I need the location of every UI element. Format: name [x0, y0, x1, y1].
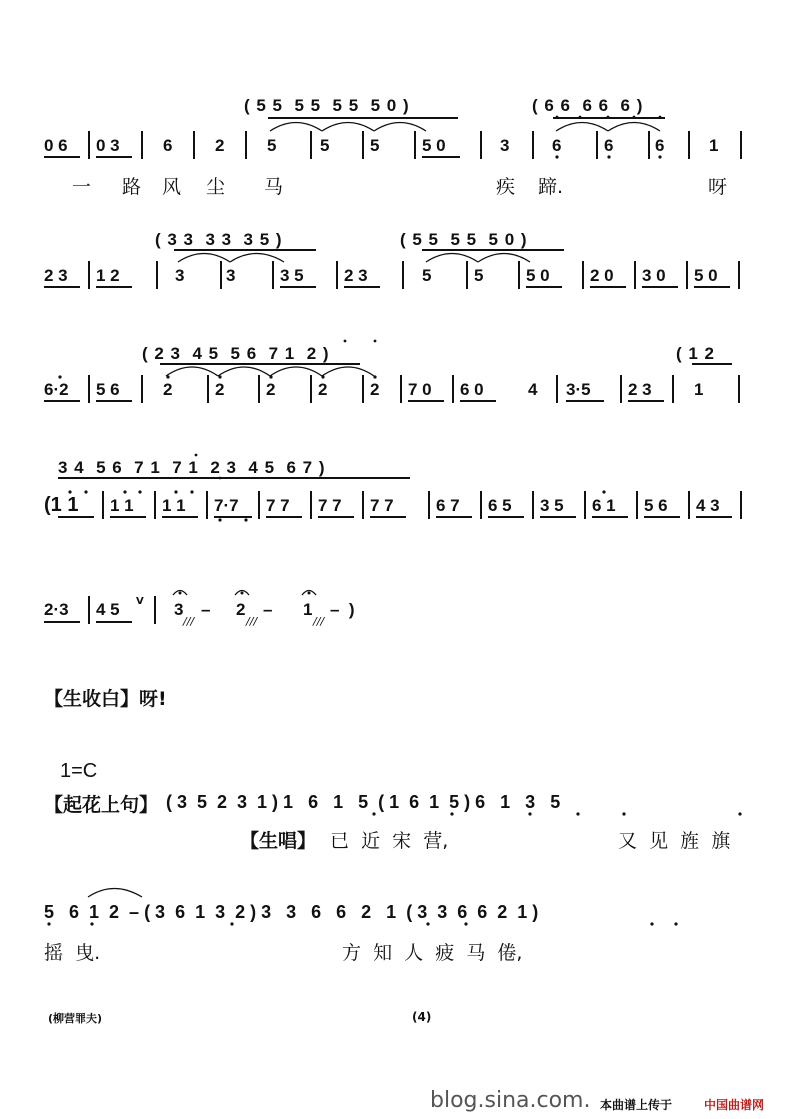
barline	[738, 261, 740, 289]
note: 2	[266, 380, 276, 399]
watermark: blog.sina.com.	[430, 1088, 591, 1113]
note-group: 7·7	[214, 496, 239, 515]
underline	[160, 363, 360, 365]
note-group: 3 0	[642, 266, 666, 285]
note: 5	[370, 136, 380, 155]
underline	[553, 117, 665, 119]
barline	[258, 491, 260, 519]
underline	[280, 286, 316, 288]
underline	[692, 363, 732, 365]
note-group: 6 5	[488, 496, 512, 515]
underline	[488, 516, 524, 518]
underline	[44, 286, 80, 288]
note: 4	[528, 380, 538, 399]
lyrics-line: 摇 曳.	[44, 942, 101, 964]
barline	[362, 491, 364, 519]
barline	[88, 261, 90, 289]
barline	[156, 261, 158, 289]
lyric: 马	[264, 176, 284, 198]
note: 3	[226, 266, 236, 285]
role-label: 【生唱】	[240, 830, 317, 852]
barline	[88, 596, 90, 624]
note-group: 1 2	[96, 266, 120, 285]
note: 2	[215, 136, 225, 155]
dash: –	[263, 600, 273, 619]
underline	[696, 516, 732, 518]
barline	[532, 131, 534, 159]
barline	[362, 375, 364, 403]
note: 5	[320, 136, 330, 155]
underline	[436, 516, 472, 518]
site-logo: 中国曲谱网	[704, 1098, 765, 1112]
underline	[44, 400, 80, 402]
note: 6	[552, 136, 562, 155]
lyric: 路	[122, 176, 142, 198]
barline	[362, 131, 364, 159]
barline	[648, 131, 650, 159]
note-group: 5 0	[694, 266, 718, 285]
barline	[532, 491, 534, 519]
note: 6	[604, 136, 614, 155]
grace-notes-2a: ( 3 3 3 3 3 5 )	[155, 230, 283, 249]
underline	[642, 286, 678, 288]
barline	[310, 131, 312, 159]
note: 6	[163, 136, 173, 155]
underline	[370, 516, 406, 518]
tremolo-mark: ///	[246, 615, 258, 628]
grace-notes-4a: 3 4 5 6 7 1 7 1 2 3 4 5 6 7 )	[58, 458, 326, 477]
underline	[58, 477, 410, 479]
barline	[634, 261, 636, 289]
note: 2	[370, 380, 380, 399]
note-group: 4 5	[96, 600, 120, 619]
underline	[96, 621, 132, 623]
barline	[220, 261, 222, 289]
barline	[582, 261, 584, 289]
note-group: 7 7	[370, 496, 394, 515]
underline	[540, 516, 576, 518]
barline	[672, 375, 674, 403]
barline	[688, 131, 690, 159]
underline	[214, 516, 252, 518]
note-group: 5 6	[96, 380, 120, 399]
underline	[96, 400, 132, 402]
note: 6	[655, 136, 665, 155]
note: 2	[236, 600, 246, 619]
note-group: 6·2	[44, 380, 69, 399]
lyrics-line: 又 见 旌 旗	[618, 830, 731, 852]
barline	[310, 375, 312, 403]
barline	[620, 375, 622, 403]
underline	[96, 286, 132, 288]
lyric: 疾	[496, 176, 516, 198]
barline	[154, 596, 156, 624]
note-group: 4 3	[696, 496, 720, 515]
note: 5	[267, 136, 277, 155]
note-group: 2 0	[590, 266, 614, 285]
barline	[452, 375, 454, 403]
note-group: 6 1	[592, 496, 616, 515]
underline	[268, 117, 458, 119]
section-label: 【起花上句】	[44, 794, 159, 816]
barline	[154, 491, 156, 519]
barline	[686, 261, 688, 289]
spoken-line: 【生收白】呀!	[44, 688, 167, 710]
barline	[88, 131, 90, 159]
lyrics-line: 已 近 宋 营,	[330, 830, 449, 852]
key-signature: 1=C	[60, 760, 98, 782]
barline	[636, 491, 638, 519]
underline	[318, 516, 354, 518]
barline	[336, 261, 338, 289]
lyrics-line: 方 知 人 疲 马 倦,	[342, 942, 523, 964]
barline	[596, 131, 598, 159]
page-number: (4)	[412, 1010, 432, 1024]
barline	[584, 491, 586, 519]
note-group: 1 1	[110, 496, 134, 515]
note-group: 5 0	[526, 266, 550, 285]
lyric: 风	[162, 176, 182, 198]
note: 5	[474, 266, 484, 285]
underline	[694, 286, 730, 288]
barline	[310, 491, 312, 519]
lyric: 一	[72, 176, 92, 198]
note-group: 7 0	[408, 380, 432, 399]
underline	[344, 286, 380, 288]
barline	[688, 491, 690, 519]
barline	[740, 131, 742, 159]
barline	[206, 491, 208, 519]
barline	[88, 375, 90, 403]
barline	[740, 491, 742, 519]
note-group: 0 6	[44, 136, 68, 155]
barline	[518, 261, 520, 289]
note: 1	[694, 380, 704, 399]
note-group: 6 7	[436, 496, 460, 515]
tremolo-mark: ///	[313, 615, 325, 628]
barline	[193, 131, 195, 159]
footer-title: (柳营罪夫)	[48, 1012, 103, 1025]
underline	[592, 516, 628, 518]
grace-notes-3a: ( 2 3 4 5 5 6 7 1 2 )	[142, 344, 330, 363]
note: 3	[175, 266, 185, 285]
barline	[480, 491, 482, 519]
underline	[644, 516, 680, 518]
note: 3	[174, 600, 184, 619]
underline	[422, 249, 564, 251]
lyric: 呀	[708, 176, 728, 198]
note-group: 2 3	[44, 266, 68, 285]
barline	[480, 131, 482, 159]
dash: – )	[330, 600, 355, 619]
underline	[408, 400, 444, 402]
barline	[402, 261, 404, 289]
note-group: 2 3	[628, 380, 652, 399]
barline	[400, 375, 402, 403]
underline	[590, 286, 626, 288]
note-group: 5 6	[644, 496, 668, 515]
grace-notes-1b: ( 6 6 6 6 6 )	[532, 96, 644, 115]
notes-line-6: ( 3 5 2 3 1 ) 1 6 1 5 ( 1 6 1 5 ) 6 1 3 5	[166, 792, 561, 812]
note-group: 2 3	[344, 266, 368, 285]
underline	[96, 156, 132, 158]
note-group: 7 7	[318, 496, 342, 515]
note: 2	[318, 380, 328, 399]
underline	[526, 286, 562, 288]
lyric: 尘	[206, 176, 226, 198]
note-group: 3 5	[540, 496, 564, 515]
underline	[422, 156, 460, 158]
barline	[556, 375, 558, 403]
note: 1	[709, 136, 719, 155]
barline	[738, 375, 740, 403]
note-group: 5 0	[422, 136, 446, 155]
note-group: (1 1	[44, 494, 79, 516]
upload-credit: 本曲谱上传于	[600, 1098, 673, 1112]
barline	[428, 491, 430, 519]
breath-mark: V	[136, 596, 144, 607]
note-group: 6 0	[460, 380, 484, 399]
barline	[141, 131, 143, 159]
underline	[162, 516, 198, 518]
barline	[258, 375, 260, 403]
barline	[414, 131, 416, 159]
note: 3	[500, 136, 510, 155]
note-group: 2·3	[44, 600, 69, 619]
barline	[245, 131, 247, 159]
underline	[58, 516, 94, 518]
barline	[207, 375, 209, 403]
note: 1	[303, 600, 313, 619]
underline	[44, 621, 80, 623]
underline	[460, 400, 496, 402]
underline	[628, 400, 664, 402]
grace-notes-3b: ( 1 2	[676, 344, 716, 363]
note-group: 3·5	[566, 380, 591, 399]
barline	[141, 375, 143, 403]
underline	[174, 249, 316, 251]
dash: –	[201, 600, 211, 619]
note-group: 0 3	[96, 136, 120, 155]
note-group: 7 7	[266, 496, 290, 515]
grace-notes-1a: ( 5 5 5 5 5 5 5 0 )	[244, 96, 410, 115]
note-group: 1 1	[162, 496, 186, 515]
grace-notes-2b: ( 5 5 5 5 5 0 )	[400, 230, 528, 249]
barline	[102, 491, 104, 519]
barline	[466, 261, 468, 289]
note: 2	[163, 380, 173, 399]
note: 2	[215, 380, 225, 399]
lyric: 蹄.	[538, 176, 564, 198]
underline	[266, 516, 302, 518]
barline	[272, 261, 274, 289]
note: 5	[422, 266, 432, 285]
note-group: 3 5	[280, 266, 304, 285]
underline	[44, 156, 80, 158]
underline	[566, 400, 604, 402]
notes-line-7: 5 6 1 2 – ( 3 6 1 3 2 ) 3 3 6 6 2 1 ( 3 3 6 6 2 1 )	[44, 902, 539, 922]
underline	[110, 516, 146, 518]
tremolo-mark: ///	[183, 615, 195, 628]
